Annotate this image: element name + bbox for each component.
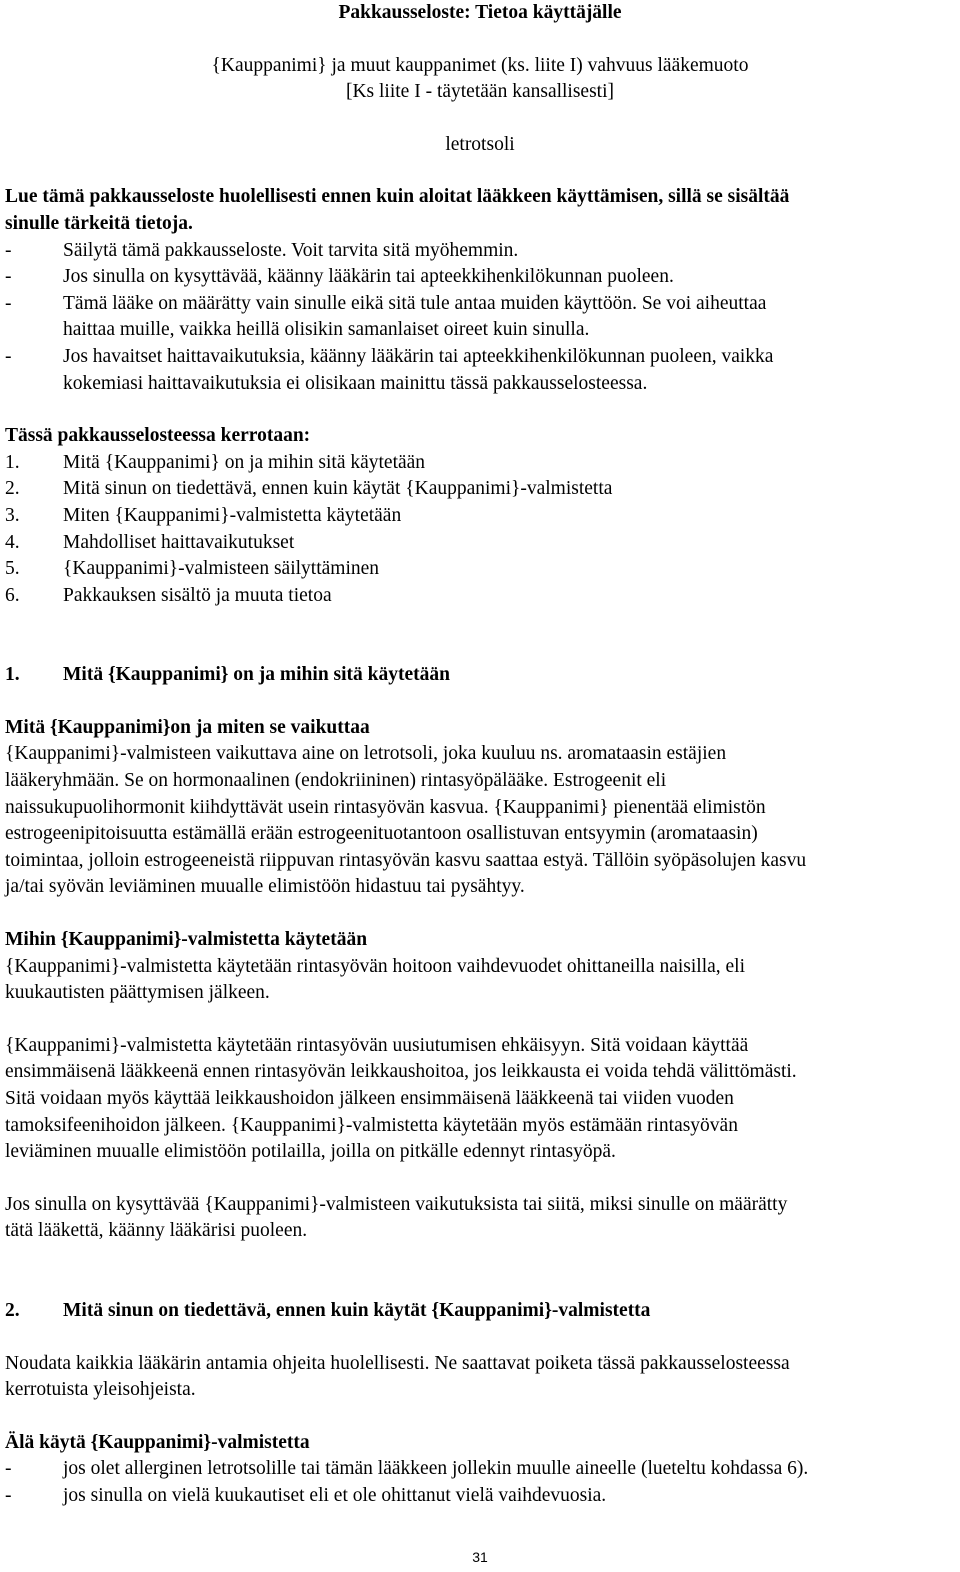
intro-warning-line-2: sinulle tärkeitä tietoja. (5, 212, 193, 234)
toc-text: {Kauppanimi}-valmisteen säilyttäminen (63, 558, 380, 580)
toc-item (5, 450, 955, 477)
list-item (5, 264, 955, 291)
bullet-text: Tämä lääke on määrätty vain sinulle eikä sitä tule antaa muiden käyttöön. Se voi aiheuttaa (63, 292, 767, 314)
table-of-contents (5, 450, 955, 610)
toc-item (5, 583, 955, 610)
page-number: 31 (472, 1549, 488, 1565)
toc-text: Pakkauksen sisältö ja muuta tietoa (63, 584, 332, 606)
bullet-dash: - (5, 239, 12, 261)
toc-text: Mitä sinun on tiedettävä, ennen kuin käytät {Kauppanimi}-valmistetta (63, 478, 613, 500)
section-2-heading: 2. Mitä sinun on tiedettävä, ennen kuin käytät {Kauppanimi}-valmistetta (5, 1299, 651, 1321)
paragraph-questions: Jos sinulla on kysyttävää {Kauppanimi}-valmisteen vaikutuksista tai siitä, miksi sinulle on määrätty tätä lääkettä, käänny lääkärisi puoleen. (5, 1193, 788, 1242)
intro-warning-line-1: Lue tämä pakkausseloste huolellisesti ennen kuin aloitat lääkkeen käyttämisen, sillä se sisältää (5, 186, 790, 208)
bullet-dash: - (5, 292, 12, 314)
paragraph-mechanism: {Kauppanimi}-valmisteen vaikuttava aine on letrotsoli, joka kuuluu ns. aromataasin estäjien lääkeryhmään. Se on hormonaalinen (endokriininen) rintasyöpälääke. Estrogeenit eli naissukupuolihormonit kiihdyttävät usein rintasyövän kasvua. {Kauppanimi} pienentää elimistön estrogeenipitoisuutta estämällä erään estrogeenituotantoon osallistuvan entsyymin (aromataasin) toimintaa, jolloin estrogeeneistä riippuvan rintasyövän kasvu saattaa estyä. Tällöin syöpäsolujen kasvu ja/tai syövän leviäminen muualle elimistöön hidastuu tai pysähtyy. (5, 743, 807, 898)
product-line: {Kauppanimi} ja muut kauppanimet (ks. liite I) vahvuus lääkemuoto (211, 54, 749, 76)
paragraph-indication: {Kauppanimi}-valmistetta käytetään rintasyövän hoitoon vaihdevuodet ohittaneilla naisilla, eli kuukautisten päättymisen jälkeen. (5, 955, 746, 1004)
section-1-heading: 1. Mitä {Kauppanimi} on ja mihin sitä käytetään (5, 664, 451, 686)
bullet-text: haittaa muille, vaikka heillä olisikin samanlaiset oireet kuin sinulla. (63, 319, 590, 341)
toc-number: 5. (5, 558, 20, 580)
list-item (5, 238, 955, 265)
bullet-text: Jos havaitset haittavaikutuksia, käänny lääkärin tai apteekkihenkilökunnan puoleen, vaikka (63, 345, 774, 367)
toc-text: Mitä {Kauppanimi} on ja mihin sitä käytetään (63, 451, 426, 473)
bullet-dash: - (5, 266, 12, 288)
document-title: Pakkausseloste: Tietoa käyttäjälle (338, 2, 622, 23)
paragraph-follow-instructions: Noudata kaikkia lääkärin antamia ohjeita huolellisesti. Ne saattavat poiketa tässä pakkausselosteessa kerrotuista yleisohjeista. (5, 1352, 790, 1401)
subheading-how-it-works: Mitä {Kauppanimi}on ja miten se vaikuttaa (5, 716, 370, 738)
bullet-dash: - (5, 1484, 12, 1506)
paragraph-prevention: {Kauppanimi}-valmistetta käytetään rintasyövän uusiutumisen ehkäisyyn. Sitä voidaan käyttää ensimmäisenä lääkkeenä ennen rintasyövän leikkaushoitoa, jos leikkausta ei voida tehdä välittömästi. Sitä voidaan myös käyttää leikkaushoidon jälkeen ensimmäisenä lääkkeenä tai viiden vuoden tamoksifeenihoidon jälkeen. {Kauppanimi}-valmistetta käytetään myös estämään rintasyövän leviäminen muualle elimistöön potilailla, joilla on pitkälle edennyt rintasyöpä. (5, 1034, 797, 1163)
toc-text: Mahdolliset haittavaikutukset (63, 531, 295, 553)
contraindication-list (5, 1456, 955, 1509)
toc-number: 3. (5, 504, 20, 526)
bullet-text: kokemiasi haittavaikutuksia ei olisikaan mainittu tässä pakkausselosteessa. (63, 372, 648, 394)
bullet-text: Säilytä tämä pakkausseloste. Voit tarvita sitä myöhemmin. (63, 239, 519, 261)
list-item (5, 344, 955, 397)
toc-number: 6. (5, 584, 20, 606)
list-item (5, 1456, 955, 1483)
intro-bullet-list (5, 238, 955, 398)
toc-item (5, 556, 955, 583)
active-substance: letrotsoli (445, 133, 515, 155)
document-page (5, 0, 955, 1510)
toc-number: 1. (5, 451, 20, 473)
product-strength-note: [Ks liite I - täytetään kansallisesti] (345, 81, 615, 103)
list-item (5, 1483, 955, 1510)
toc-number: 2. (5, 478, 20, 500)
bullet-dash: - (5, 345, 12, 367)
toc-item (5, 503, 955, 530)
toc-number: 4. (5, 531, 20, 553)
bullet-dash: - (5, 1458, 12, 1480)
subheading-what-it-is-used-for: Mihin {Kauppanimi}-valmistetta käytetään (5, 929, 368, 951)
subheading-do-not-use: Älä käytä {Kauppanimi}-valmistetta (5, 1431, 310, 1453)
toc-text: Miten {Kauppanimi}-valmistetta käytetään (63, 504, 402, 526)
bullet-text: jos sinulla on vielä kuukautiset eli et ole ohittanut vielä vaihdevuosia. (63, 1484, 607, 1506)
list-item (5, 291, 955, 344)
toc-item (5, 530, 955, 557)
toc-heading: Tässä pakkausselosteessa kerrotaan: (5, 425, 311, 447)
bullet-text: jos olet allerginen letrotsolille tai tämän lääkkeen jollekin muulle aineelle (lueteltu kohdassa 6). (63, 1458, 809, 1480)
toc-item (5, 476, 955, 503)
bullet-text: Jos sinulla on kysyttävää, käänny lääkärin tai apteekkihenkilökunnan puoleen. (63, 266, 674, 288)
